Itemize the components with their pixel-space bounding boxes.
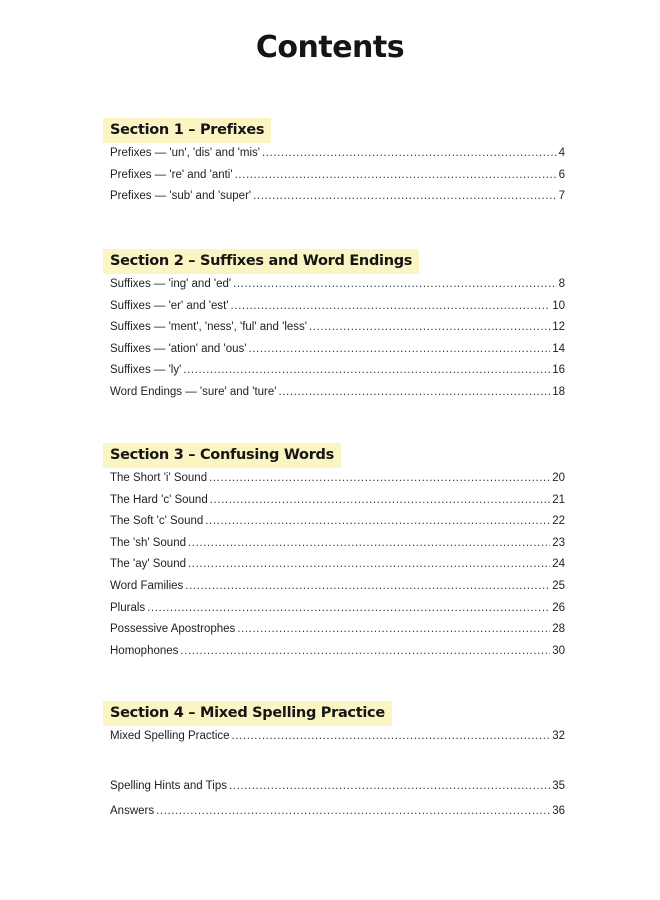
entry-page: 4 bbox=[558, 147, 565, 159]
toc-entry[interactable] bbox=[103, 623, 565, 645]
entry-label: Answers bbox=[110, 805, 155, 817]
dot-leader bbox=[232, 730, 551, 742]
dot-leader bbox=[309, 321, 550, 333]
entry-label: Plurals bbox=[110, 601, 146, 614]
entry-label: The Short 'i' Sound bbox=[110, 472, 208, 484]
entry-label: Spelling Hints and Tips bbox=[110, 780, 227, 792]
section-3 bbox=[103, 443, 565, 666]
entry-label: Homophones bbox=[110, 644, 179, 657]
entry-page: 20 bbox=[552, 472, 565, 484]
dot-leader bbox=[188, 537, 550, 549]
dot-leader bbox=[237, 623, 550, 635]
dot-leader bbox=[209, 472, 550, 484]
entry-page: 25 bbox=[552, 579, 565, 592]
toc-entry[interactable] bbox=[103, 169, 565, 191]
entry-page: 12 bbox=[552, 321, 565, 334]
entry-label: Word Endings — 'sure' and 'ture' bbox=[110, 385, 277, 398]
toc-entry[interactable] bbox=[103, 386, 565, 408]
entry-page: 8 bbox=[558, 278, 565, 290]
dot-leader bbox=[185, 580, 550, 592]
dot-leader bbox=[156, 805, 550, 817]
dot-leader bbox=[188, 558, 550, 570]
toc-entry[interactable] bbox=[103, 190, 565, 212]
toc-entry[interactable] bbox=[103, 805, 565, 827]
toc-entry[interactable] bbox=[103, 321, 565, 343]
entry-page: 6 bbox=[558, 168, 565, 181]
toc-entry[interactable] bbox=[103, 780, 565, 805]
toc-entry[interactable] bbox=[103, 537, 565, 559]
toc-entry[interactable] bbox=[103, 515, 565, 537]
toc-entry[interactable] bbox=[103, 494, 565, 516]
entry-page: 10 bbox=[552, 299, 565, 312]
dot-leader bbox=[262, 147, 557, 159]
dot-leader bbox=[233, 278, 557, 290]
extras bbox=[103, 780, 565, 827]
entry-page: 21 bbox=[552, 493, 565, 506]
entry-page: 35 bbox=[552, 780, 565, 792]
dot-leader bbox=[231, 300, 551, 312]
entry-page: 24 bbox=[552, 558, 565, 571]
entry-page: 23 bbox=[552, 536, 565, 549]
entry-page: 36 bbox=[552, 805, 565, 817]
entry-label: The 'sh' Sound bbox=[110, 536, 186, 549]
section-heading: Section 4 – Mixed Spelling Practice bbox=[103, 701, 392, 726]
entry-page: 22 bbox=[552, 515, 565, 528]
toc-entry[interactable] bbox=[103, 364, 565, 386]
entry-page: 26 bbox=[552, 601, 565, 614]
toc-entry[interactable] bbox=[103, 645, 565, 667]
entry-page: 32 bbox=[552, 730, 565, 742]
section-heading: Section 2 – Suffixes and Word Endings bbox=[103, 249, 419, 274]
toc-entry[interactable] bbox=[103, 147, 565, 169]
section-2 bbox=[103, 249, 565, 408]
entry-label: Possessive Apostrophes bbox=[110, 623, 236, 636]
entry-label: Prefixes — 'un', 'dis' and 'mis' bbox=[110, 147, 260, 159]
entry-label: Prefixes — 'sub' and 'super' bbox=[110, 190, 252, 203]
toc-entry[interactable] bbox=[103, 580, 565, 602]
toc-entry[interactable] bbox=[103, 278, 565, 300]
section-4 bbox=[103, 701, 565, 752]
dot-leader bbox=[235, 169, 557, 181]
entry-page: 30 bbox=[552, 644, 565, 657]
section-1 bbox=[103, 118, 565, 212]
dot-leader bbox=[229, 780, 550, 792]
section-heading: Section 1 – Prefixes bbox=[103, 118, 271, 143]
entry-label: The Hard 'c' Sound bbox=[110, 493, 208, 506]
dot-leader bbox=[210, 494, 550, 506]
toc-entry[interactable] bbox=[103, 558, 565, 580]
dot-leader bbox=[278, 386, 550, 398]
toc-entry[interactable] bbox=[103, 343, 565, 365]
section-heading: Section 3 – Confusing Words bbox=[103, 443, 341, 468]
dot-leader bbox=[248, 343, 550, 355]
page-title: Contents bbox=[255, 30, 405, 65]
dot-leader bbox=[253, 190, 556, 202]
entry-label: The Soft 'c' Sound bbox=[110, 515, 204, 528]
toc-entry[interactable] bbox=[103, 472, 565, 494]
entry-page: 16 bbox=[552, 364, 565, 377]
entry-label: Suffixes — 'ing' and 'ed' bbox=[110, 278, 232, 290]
entry-label: Prefixes — 're' and 'anti' bbox=[110, 168, 233, 181]
dot-leader bbox=[147, 602, 550, 614]
toc-entry[interactable] bbox=[103, 602, 565, 624]
entry-label: The 'ay' Sound bbox=[110, 558, 186, 571]
dot-leader bbox=[183, 364, 550, 376]
entry-label: Suffixes — 'ly' bbox=[110, 364, 182, 377]
entry-page: 14 bbox=[552, 342, 565, 355]
entry-label: Word Families bbox=[110, 579, 184, 592]
entry-label: Mixed Spelling Practice bbox=[110, 730, 230, 742]
entry-page: 28 bbox=[552, 623, 565, 636]
entry-label: Suffixes — 'ation' and 'ous' bbox=[110, 342, 247, 355]
toc-entry[interactable] bbox=[103, 730, 565, 752]
entry-page: 7 bbox=[558, 190, 565, 203]
dot-leader bbox=[205, 515, 550, 527]
toc-entry[interactable] bbox=[103, 300, 565, 322]
entry-label: Suffixes — 'er' and 'est' bbox=[110, 299, 229, 312]
entry-page: 18 bbox=[552, 385, 565, 398]
entry-label: Suffixes — 'ment', 'ness', 'ful' and 'less' bbox=[110, 321, 307, 334]
dot-leader bbox=[180, 645, 550, 657]
